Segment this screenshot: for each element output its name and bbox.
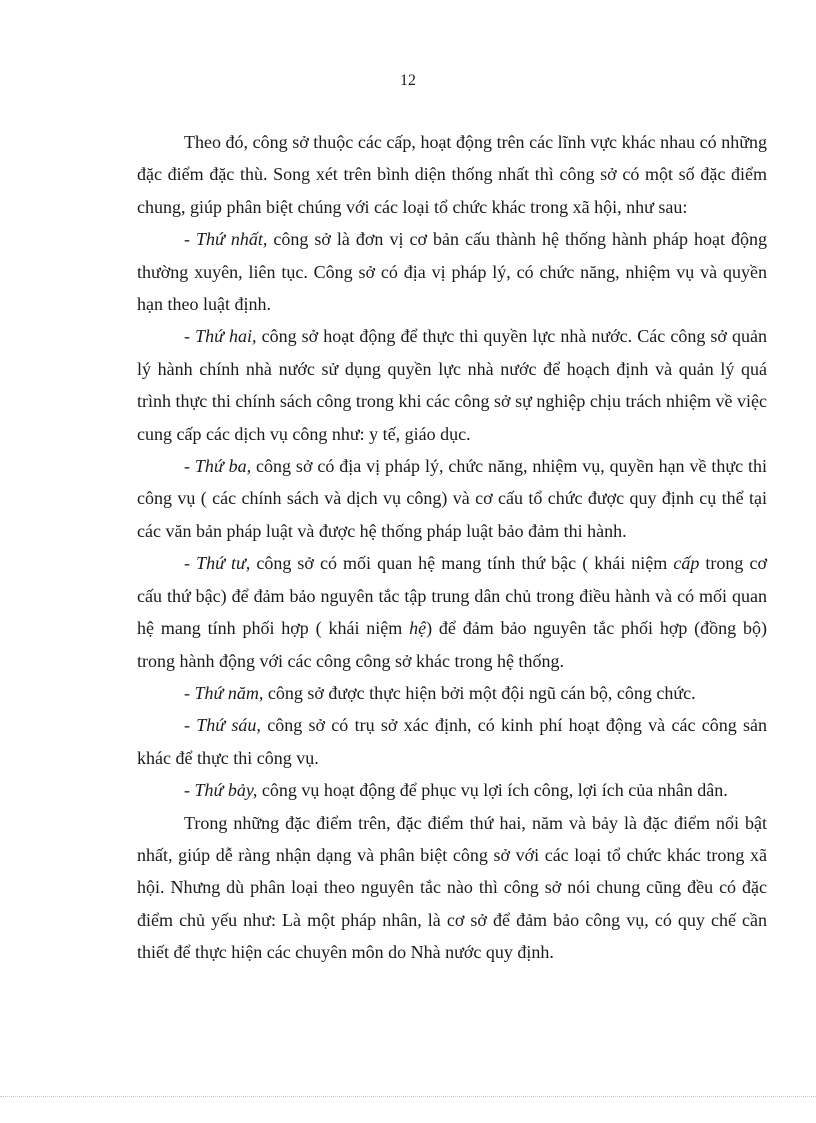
document-body [137, 126, 767, 969]
footer-divider [0, 1096, 816, 1097]
item-text: công sở là đơn vị cơ bản cấu thành hệ thống hành pháp hoạt động thường xuyên, liên tục. Công sở có địa vị pháp lý, có chức năng, nhiệm vụ và quyền hạn theo luật định. [137, 229, 767, 315]
list-dash: - [184, 780, 195, 801]
item-label: Thứ hai, [195, 326, 257, 347]
paragraph-fifth [137, 677, 767, 709]
paragraph-sixth [137, 709, 767, 774]
item-text: trong cơ cấu thứ bậc) để đảm bảo nguyên tắc tập trung dân chủ trong điều hành và có mối quan hệ mang tính phối hợp ( khái niệm [137, 553, 767, 639]
paragraph-fourth [137, 547, 767, 677]
paragraph-conclusion: Trong những đặc điểm trên, đặc điểm thứ hai, năm và bảy là đặc điểm nổi bật nhất, giúp dễ ràng nhận dạng và phân biệt công sở với các loại tổ chức khác trong xã hội. Nhưng dù phân loại theo nguyên tắc nào thì công sở nói chung cũng đều có đặc điểm chủ yếu như: Là một pháp nhân, là cơ sở để đảm bảo công vụ, có quy chế cần thiết để thực hiện các chuyên môn do Nhà nước quy định. [137, 812, 767, 963]
paragraph-first [137, 223, 767, 320]
item-text: công sở có mối quan hệ mang tính thứ bậc ( khái niệm [250, 553, 674, 574]
item-label: Thứ bảy, [194, 780, 258, 801]
list-dash: - [184, 456, 195, 477]
item-label: Thứ ba, [194, 456, 252, 477]
item-text: công sở có địa vị pháp lý, chức năng, nhiệm vụ, quyền hạn về thực thi công vụ ( các chính sách và dịch vụ công) và cơ cấu tổ chức được quy định cụ thể tại các văn bản pháp luật và được hệ thống pháp luật bảo đảm thi hành. [137, 456, 767, 541]
item-label: Thứ sáu, [196, 715, 261, 736]
item-text: công sở có trụ sở xác định, có kinh phí hoạt động và các công sản khác để thực thi công vụ. [137, 715, 767, 768]
paragraph-intro: Theo đó, công sở thuộc các cấp, hoạt động trên các lĩnh vực khác nhau có những đặc điểm đặc thù. Song xét trên bình diện thống nhất thì công sở có một số đặc điểm chung, giúp phân biệt chúng với các loại tổ chức khác trong xã hội, như sau: [137, 132, 767, 217]
page-number: 12 [400, 72, 416, 89]
paragraph-third [137, 450, 767, 547]
list-dash: - [184, 553, 197, 574]
item-text: ) để đảm bảo nguyên tắc phối hợp (đồng bộ) trong hành động với các công công sở khác trong hệ thống. [137, 618, 767, 671]
list-dash: - [184, 682, 195, 703]
paragraph-seventh [137, 774, 767, 806]
list-dash: - [184, 326, 196, 347]
item-label: Thứ năm, [194, 682, 264, 703]
item-label: Thứ tư, [196, 553, 251, 574]
term-cap: cấp [673, 553, 700, 574]
item-text: công sở hoạt động để thực thi quyền lực nhà nước. Các công sở quản lý hành chính nhà nước sử dụng quyền lực nhà nước để hoạch định và quản lý quá trình thực thi chính sách công trong khi các công sở sự nghiệp chịu trách nhiệm về việc cung cấp các dịch vụ công như: y tế, giáo dục. [137, 326, 767, 444]
list-dash: - [184, 715, 197, 736]
list-dash: - [184, 229, 197, 250]
item-label: Thứ nhất, [196, 229, 268, 250]
paragraph-second [137, 320, 767, 450]
item-text: công sở được thực hiện bởi một đội ngũ cán bộ, công chức. [263, 682, 696, 703]
item-text: công vụ hoạt động để phục vụ lợi ích công, lợi ích của nhân dân. [257, 780, 728, 801]
term-he: hệ [409, 618, 427, 639]
